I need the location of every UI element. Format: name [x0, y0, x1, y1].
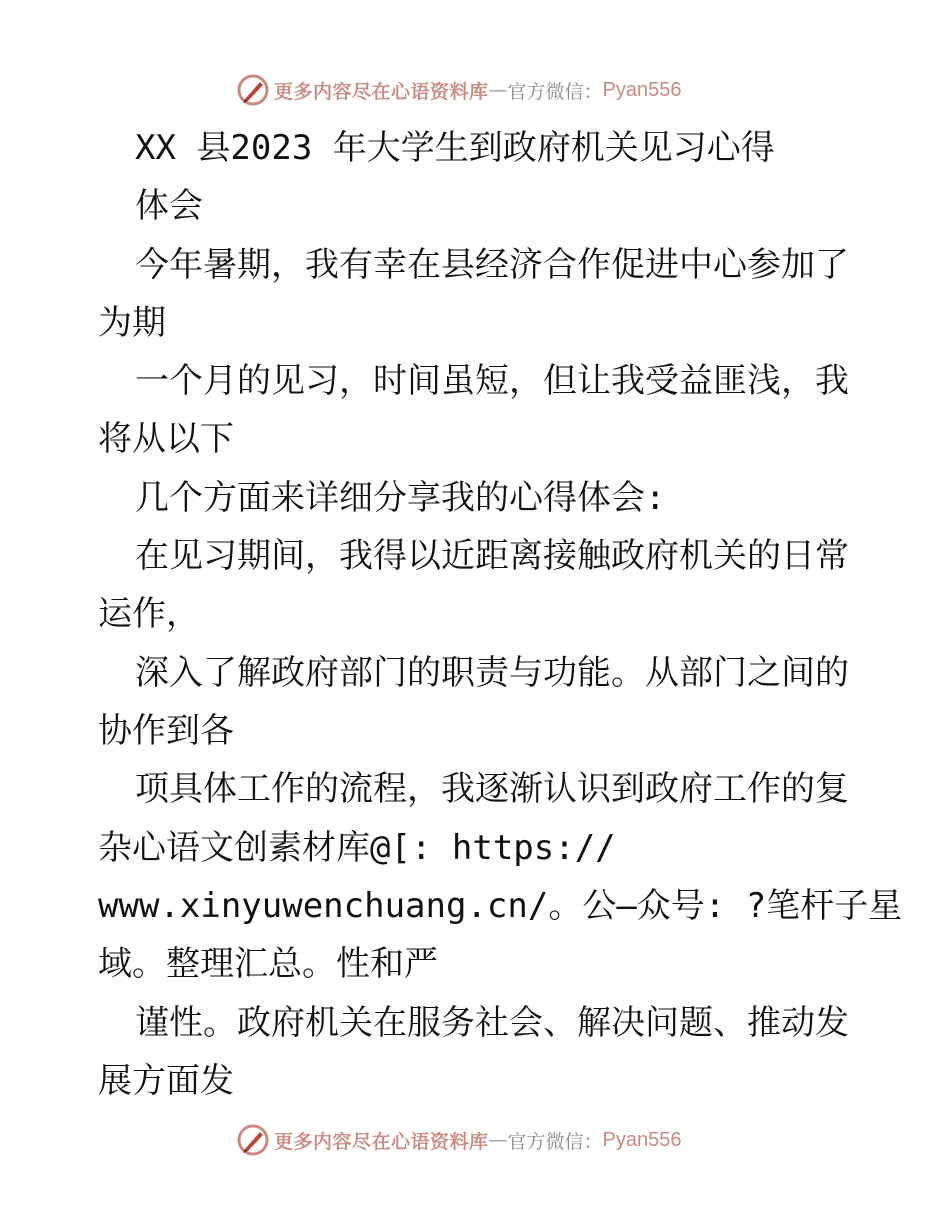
- doc-line: 深入了解政府部门的职责与功能。从部门之间的: [135, 653, 849, 693]
- bottom-banner: [236, 1122, 682, 1158]
- banner-wechat-label: 官方微信：: [507, 1130, 603, 1153]
- pen-logo-icon: [236, 1123, 270, 1157]
- doc-line: 谨性。政府机关在服务社会、解决问题、推动发: [135, 1003, 849, 1043]
- banner-main-text: 更多内容尽在心语资料库: [274, 80, 489, 103]
- doc-line: 运作，: [98, 594, 200, 634]
- doc-line: www.xinyuwenchuang.cn/。公—众号: ?笔杆子星: [98, 886, 903, 926]
- doc-line: 将从以下: [98, 419, 234, 459]
- doc-line: 杂心语文创素材库@[: https://: [98, 828, 616, 868]
- doc-line: 展方面发: [98, 1061, 234, 1101]
- doc-line: 在见习期间，我得以近距离接触政府机关的日常: [135, 536, 849, 576]
- doc-title-line: XX 县2023 年大学生到政府机关见习心得: [135, 128, 775, 168]
- doc-line: 项具体工作的流程，我逐渐认识到政府工作的复: [135, 769, 849, 809]
- banner-wechat-id: Pyan556: [602, 78, 682, 101]
- banner-main-text: 更多内容尽在心语资料库: [274, 1130, 489, 1153]
- banner-dash: —: [488, 1129, 508, 1151]
- banner-wechat-id: Pyan556: [602, 1128, 682, 1151]
- banner-wechat-label: 官方微信：: [507, 80, 603, 103]
- doc-line: 一个月的见习，时间虽短，但让我受益匪浅，我: [135, 361, 849, 401]
- pen-logo-icon: [236, 73, 270, 107]
- banner-dash: —: [488, 79, 508, 101]
- doc-line: 协作到各: [98, 711, 234, 751]
- doc-line: 今年暑期，我有幸在县经济合作促进中心参加了: [135, 245, 849, 285]
- doc-line: 为期: [98, 303, 166, 343]
- top-banner: [236, 72, 682, 108]
- doc-title-line: 体会: [135, 186, 203, 226]
- doc-line: 几个方面来详细分享我的心得体会:: [135, 478, 666, 518]
- doc-line: 域。整理汇总。性和严: [98, 944, 438, 984]
